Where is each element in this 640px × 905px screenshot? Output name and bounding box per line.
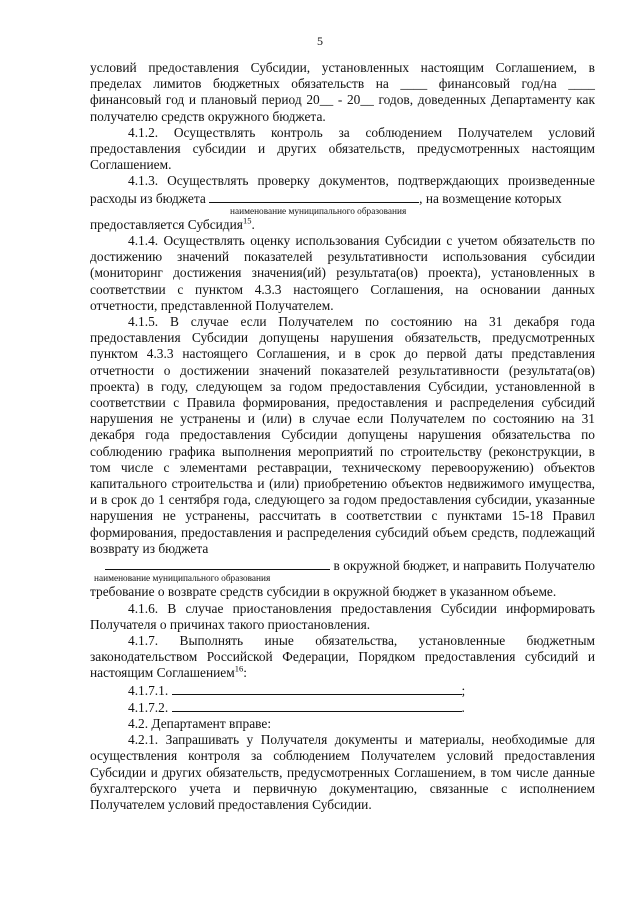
punct: ;	[461, 682, 466, 698]
punct: .	[251, 216, 255, 232]
paragraph-4-1-3-text-c: предоставляется Субсидия	[90, 216, 243, 232]
blank-field	[172, 682, 462, 695]
footnote-ref: 16	[234, 663, 244, 674]
field-caption: наименование муниципального образования	[230, 206, 407, 217]
footnote-ref: 15	[242, 215, 252, 226]
paragraph-4-1-5-cont: требование о возврате средств субсидии в окружной бюджет в указанном объеме.	[90, 584, 557, 600]
list-number: 4.1.7.1.	[128, 682, 169, 698]
page-number: 5	[317, 34, 323, 48]
paragraph-continued: условий предоставления Субсидии, установленных настоящим Соглашением, в пределах лимитов бюджетных обязательств на ____ финансовый год/на ____ финансовый год и плановый период 20__ - 20__ годов, доведенных Департаменту как получателю средств окружного бюджета.	[90, 60, 595, 124]
paragraph-4-1-2: 4.1.2. Осуществлять контроль за соблюдением Получателем условий предоставления субсидии и других обязательств, предусмотренных настоящим Соглашением.	[90, 124, 595, 173]
blank-field	[172, 699, 462, 712]
paragraph-4-2-1: 4.2.1. Запрашивать у Получателя документы и материалы, необходимые для осуществления контроля за соблюдением Получателем условий предоставления Субсидии и других обязательств, предусмотренных Соглашением, в том числе данные бухгалтерского учета и первичную документацию, связанные с исполнением Получателем условий предоставления Субсидии.	[90, 732, 595, 812]
paragraph-4-1-3-text-b: , на возмещение которых	[419, 190, 562, 206]
list-item-4-1-7-2	[128, 699, 595, 716]
paragraph-4-1-3	[90, 173, 595, 206]
punct: .	[461, 699, 465, 715]
blank-field	[105, 557, 330, 570]
blank-field	[209, 190, 419, 203]
list-number: 4.1.7.2.	[128, 699, 169, 715]
paragraph-4-1-7-text: 4.1.7. Выполнять иные обязательства, установленные бюджетным законодательством Российской Федерации, Порядком предоставления субсидий и настоящим Соглашением	[90, 632, 595, 681]
paragraph-4-1-5-text-b: в окружной бюджет, и направить Получателю	[333, 558, 595, 574]
document-body	[90, 60, 595, 813]
paragraph-4-1-7	[90, 633, 595, 682]
list-item-4-1-7-1	[128, 682, 595, 699]
paragraph-4-1-5-line	[90, 557, 595, 574]
paragraph-4-1-3-cont	[90, 217, 595, 233]
paragraph-4-1-4: 4.1.4. Осуществлять оценку использования Субсидии с учетом обязательств по достижению значений показателей результативности использования субсидии (мониторинг достижения значения(ий) результата(ов) проекта), установленных в соответствии с пунктом 4.3.3 настоящего Соглашения, на основании данных отчетности, представленной Получателем.	[90, 233, 595, 313]
punct: :	[243, 665, 247, 681]
paragraph-4-1-5: 4.1.5. В случае если Получателем по состоянию на 31 декабря года предоставления Субсидии допущены нарушения обязательств, предусмотренных пунктом 4.3.3 настоящего Соглашения, и в срок до первой даты представления отчетности о достижении значений показателей результативности (результата(ов) проекта) в году, следующем за годом предоставления Субсидии, установленной в соответствии с Правила формирования, предоставления и распределения субсидий нарушения не устранены и (или) в случае если Получателем по состоянию на 31 декабря года предоставления Субсидии допущены нарушения обязательства по соблюдению графика выполнения мероприятий по строительству (реконструкции, в том числе с элементами реставрации, техническому перевооружению) объектов капитального строительства и (или) приобретению объектов недвижимого имущества, и в срок до 1 сентября года, следующего за годом предоставления субсидии, указанные нарушения не устранены, рассчитать в соответствии с пунктами 15-18 Правил формирования, предоставления и распределения субсидий объем средств, подлежащий возврату из бюджета	[90, 314, 595, 556]
paragraph-4-1-6: 4.1.6. В случае приостановления предоставления Субсидии информировать Получателя о причинах такого приостановления.	[90, 600, 595, 632]
paragraph-4-2: 4.2. Департамент вправе:	[128, 715, 272, 731]
field-caption: наименование муниципального образования	[94, 574, 271, 585]
paragraph-4-1-3-text: 4.1.3. Осуществлять проверку документов, подтверждающих произведенные расходы из бюджета	[90, 173, 595, 206]
